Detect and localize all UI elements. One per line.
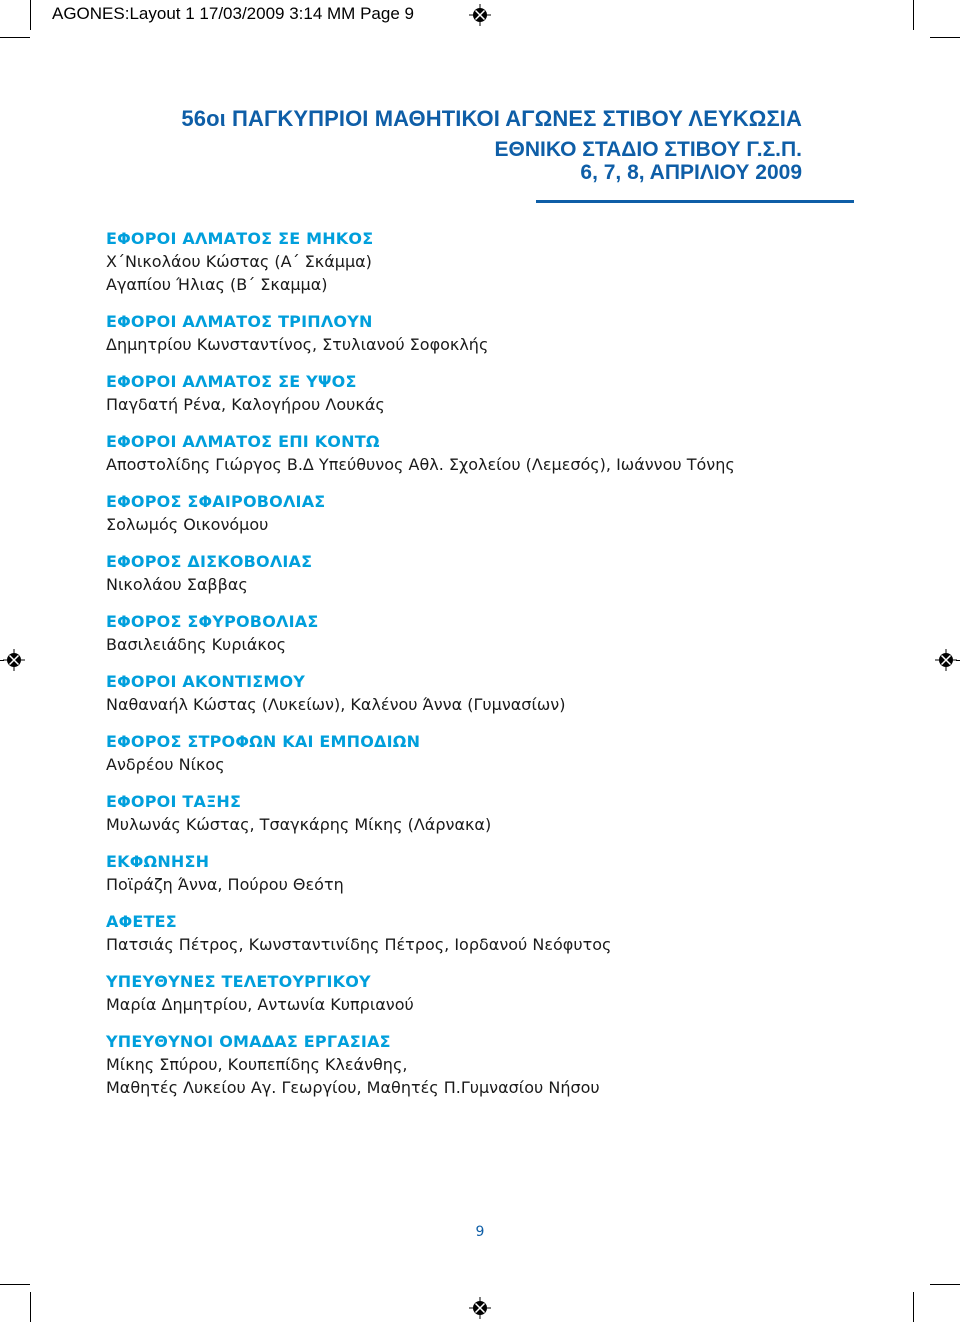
section-shot-put — [106, 491, 866, 536]
registration-mark-icon — [3, 649, 25, 671]
section-long-jump — [106, 228, 866, 296]
section-text: Νικολάου Σαββας — [106, 575, 248, 594]
section-pole-vault — [106, 431, 866, 476]
section-text: Ανδρέου Νίκος — [106, 755, 225, 774]
section-heading: ΑΦΕΤΕΣ — [106, 912, 177, 931]
section-order — [106, 791, 866, 836]
section-text: Χ΄Νικολάου Κώστας (Α΄ Σκάμμα) — [106, 252, 372, 271]
section-starters — [106, 911, 866, 956]
venue-title: ΕΘΝΙΚΟ ΣΤΑΔΙΟ ΣΤΙΒΟΥ Γ.Σ.Π. — [494, 138, 802, 161]
section-text: Ποϊράζη Άννα, Πούρου Θεότη — [106, 875, 344, 894]
print-slug: AGONES:Layout 1 17/03/2009 3:14 MM Page 9 — [52, 4, 414, 23]
officials-list — [106, 228, 866, 1114]
page-title: 56οι ΠΑΓΚΥΠΡΙΟΙ ΜΑΘΗΤΙΚΟΙ ΑΓΩΝΕΣ ΣΤΙΒΟΥ ΛΕΥΚΩΣΙΑ — [181, 106, 802, 131]
section-text: Μίκης Σπύρου, Κουπεπίδης Κλεάνθης, — [106, 1055, 408, 1074]
section-text: Βασιλειάδης Κυριάκος — [106, 635, 287, 654]
section-text: Σολωμός Οικονόμου — [106, 515, 269, 534]
crop-mark — [930, 37, 960, 38]
page-number: 9 — [475, 1224, 485, 1240]
section-heading: ΕΦΟΡΟΙ ΑΛΜΑΤΟΣ ΣΕ ΥΨΟΣ — [106, 372, 357, 391]
section-javelin — [106, 671, 866, 716]
section-heading: ΕΦΟΡΟΙ ΑΛΜΑΤΟΣ ΣΕ ΜΗΚΟΣ — [106, 229, 374, 248]
section-triple-jump — [106, 311, 866, 356]
section-heading: ΕΦΟΡΟΙ ΑΛΜΑΤΟΣ ΕΠΙ ΚΟΝΤΩ — [106, 432, 380, 451]
crop-mark — [30, 0, 31, 30]
section-text: Πατσιάς Πέτρος, Κωνσταντινίδης Πέτρος, Ιορδανού Νεόφυτος — [106, 935, 612, 954]
section-text: Μαθητές Λυκείου Αγ. Γεωργίου, Μαθητές Π.Γυμνασίου Νήσου — [106, 1078, 600, 1097]
section-heading: ΕΦΟΡΟΙ ΑΚΟΝΤΙΣΜΟΥ — [106, 672, 306, 691]
section-high-jump — [106, 371, 866, 416]
crop-mark — [930, 1284, 960, 1285]
section-heading: ΕΦΟΡΟΣ ΣΦΥΡΟΒΟΛΙΑΣ — [106, 612, 319, 631]
section-hammer — [106, 611, 866, 656]
section-heading: ΕΦΟΡΟΣ ΣΦΑΙΡΟΒΟΛΙΑΣ — [106, 492, 326, 511]
registration-mark-icon — [469, 4, 491, 26]
section-ceremony — [106, 971, 866, 1016]
section-turns-hurdles — [106, 731, 866, 776]
section-text: Μαρία Δημητρίου, Αντωνία Κυπριανού — [106, 995, 414, 1014]
crop-mark — [913, 1292, 914, 1322]
crop-mark — [0, 37, 30, 38]
section-announcing — [106, 851, 866, 896]
section-text: Δημητρίου Κωνσταντίνος, Στυλιανού Σοφοκλής — [106, 335, 489, 354]
section-heading: ΕΦΟΡΟΣ ΣΤΡΟΦΩΝ ΚΑΙ ΕΜΠΟΔΙΩΝ — [106, 732, 421, 751]
crop-mark — [0, 1284, 30, 1285]
section-heading: ΥΠΕΥΘΥΝΕΣ ΤΕΛΕΤΟΥΡΓΙΚΟΥ — [106, 972, 371, 991]
section-heading: ΥΠΕΥΘΥΝΟΙ ΟΜΑΔΑΣ ΕΡΓΑΣΙΑΣ — [106, 1032, 391, 1051]
crop-mark — [30, 1292, 31, 1322]
crop-mark — [913, 0, 914, 30]
section-text: Ναθαναήλ Κώστας (Λυκείων), Καλένου Άννα (Γυμνασίων) — [106, 695, 566, 714]
section-heading: ΕΦΟΡΟΣ ΔΙΣΚΟΒΟΛΙΑΣ — [106, 552, 313, 571]
date-title: 6, 7, 8, ΑΠΡΙΛΙΟΥ 2009 — [580, 161, 802, 184]
section-text: Μυλωνάς Κώστας, Τσαγκάρης Μίκης (Λάρνακα) — [106, 815, 492, 834]
section-heading: ΕΦΟΡΟΙ ΤΑΞΗΣ — [106, 792, 242, 811]
section-heading: ΕΦΟΡΟΙ ΑΛΜΑΤΟΣ ΤΡΙΠΛΟΥΝ — [106, 312, 373, 331]
section-work-team — [106, 1031, 866, 1099]
section-text: Αγαπίου Ήλιας (Β΄ Σκαμμα) — [106, 275, 328, 294]
registration-mark-icon — [935, 649, 957, 671]
header-divider — [536, 200, 854, 203]
registration-mark-icon — [469, 1297, 491, 1319]
section-text: Αποστολίδης Γιώργος Β.Δ Υπεύθυνος Αθλ. Σχολείου (Λεμεσός), Ιωάννου Τόνης — [106, 455, 735, 474]
section-discus — [106, 551, 866, 596]
section-heading: ΕΚΦΩΝΗΣΗ — [106, 852, 210, 871]
section-text: Παγδατή Ρένα, Καλογήρου Λουκάς — [106, 395, 385, 414]
